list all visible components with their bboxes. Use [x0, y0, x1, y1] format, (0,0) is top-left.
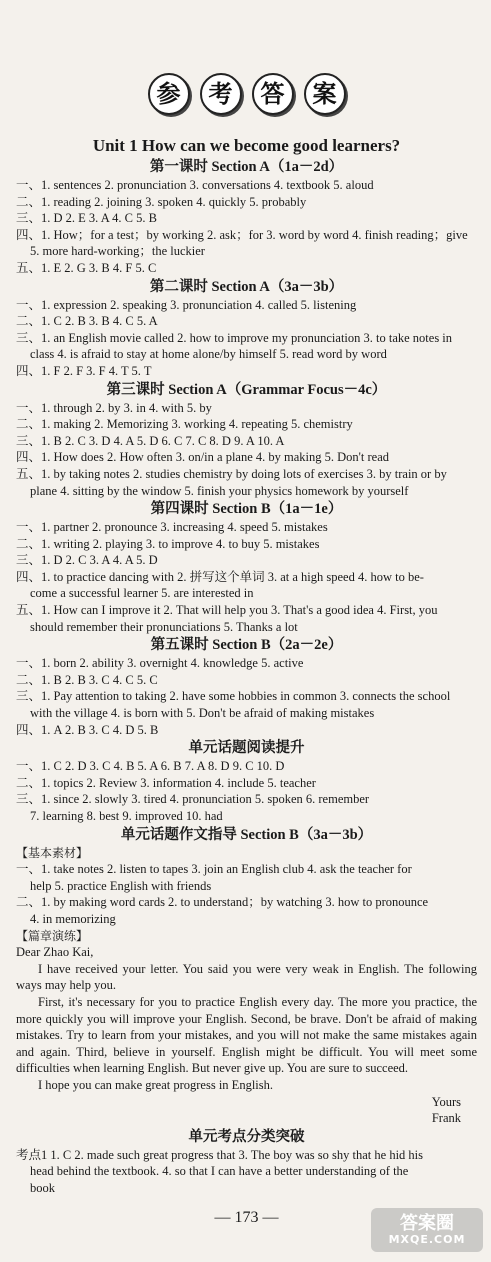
banner-char: 参 — [148, 73, 190, 115]
section-title: 单元话题阅读提升 — [188, 740, 305, 757]
answer-line: 四、1. F 2. F 3. F 4. T 5. T — [16, 363, 152, 378]
answer-line: 二、1. writing 2. playing 3. to improve 4. to buy 5. mistakes — [16, 536, 320, 551]
answer-line: 4. in memorizing — [30, 911, 116, 926]
answer-line: head behind the textbook. 4. so that I can have a better understanding of the — [30, 1164, 409, 1179]
answer-line: plane 4. sitting by the window 5. finish your physics homework by yourself — [30, 483, 409, 498]
answer-line: 一、1. born 2. ability 3. overnight 4. knowledge 5. active — [16, 656, 304, 671]
page-number: — 173 — — [214, 1209, 279, 1227]
letter-salutation: Dear Zhao Kai, — [16, 945, 94, 960]
sample-letter — [16, 944, 477, 1127]
answer-line: 三、1. D 2. E 3. A 4. C 5. B — [16, 211, 157, 226]
answer-line: book — [30, 1180, 55, 1195]
letter-signature: Frank — [431, 1111, 461, 1126]
subsection-label: 【基本素材】 — [16, 845, 89, 860]
banner-char: 考 — [200, 73, 242, 115]
answer-line: 二、1. C 2. B 3. B 4. C 5. A — [16, 314, 158, 329]
answer-line: 二、1. topics 2. Review 3. information 4. include 5. teacher — [16, 775, 316, 790]
answer-line: 5. more hard-working；the luckier — [30, 244, 205, 259]
subsection-label: 【篇章演练】 — [16, 928, 89, 943]
banner-char: 案 — [304, 73, 346, 115]
answer-line: 二、1. reading 2. joining 3. spoken 4. quickly 5. probably — [16, 194, 307, 209]
answer-line: class 4. is afraid to stay at home alone/by himself 5. read word by word — [30, 347, 387, 362]
watermark-logo — [371, 1208, 483, 1252]
section-title: 第五课时 Section B（2a－2e） — [150, 637, 343, 654]
answer-line: come a successful learner 5. are interested in — [30, 586, 254, 601]
letter-paragraph: I hope you can make great progress in English. — [38, 1077, 274, 1092]
answer-line: 二、1. by making word cards 2. to understand；by watching 3. how to pronounce — [16, 895, 429, 910]
answer-line: 7. learning 8. best 9. improved 10. had — [30, 809, 223, 823]
answer-line: 三、1. an English movie called 2. how to improve my pronunciation 3. to take notes in — [16, 330, 453, 345]
section-title: 第一课时 Section A（1a－2d） — [149, 159, 344, 175]
answer-line: with the village 4. is born with 5. Don't be afraid of making mistakes — [30, 706, 375, 721]
answer-line: 一、1. expression 2. speaking 3. pronunciation 4. called 5. listening — [16, 297, 357, 312]
watermark-url: MXQE.COM — [388, 1233, 466, 1246]
letter-closing: Yours — [431, 1094, 461, 1109]
letter-paragraph: First, it's necessary for you to practice English every day. The more you practice, the more quickly you will improve your English. Second, be brave. Don't be afraid of making mistakes. Try to learn from your mistakes, and you will not make the same mistakes again and again. Third, believe in yourself. English might be difficult. You will meet some difficulties when learning English. But never give up. You are sure to succeed. — [16, 994, 477, 1076]
answer-line: 二、1. B 2. B 3. C 4. C 5. C — [16, 672, 158, 687]
answer-line: 四、1. to practice dancing with 2. 拼写这个单词 3. at a high speed 4. how to be- — [16, 569, 424, 584]
answer-line: 四、1. How；for a test；by working 2. ask；for 3. word by word 4. finish reading；give — [16, 227, 468, 242]
answer-line: 四、1. A 2. B 3. C 4. D 5. B — [16, 722, 159, 737]
answer-line: 四、1. How does 2. How often 3. on/in a plane 4. by making 5. Don't read — [16, 450, 390, 465]
answer-line: 一、1. C 2. D 3. C 4. B 5. A 6. B 7. A 8. D 9. C 10. D — [16, 759, 285, 774]
answer-line: 五、1. How can I improve it 2. That will help you 3. That's a good idea 4. First, you — [16, 603, 438, 618]
watermark-text: 答案圈 — [400, 1213, 454, 1234]
section-title: 单元考点分类突破 — [188, 1128, 305, 1145]
answer-line: 一、1. sentences 2. pronunciation 3. conversations 4. textbook 5. aloud — [16, 178, 374, 192]
section-title: 单元话题作文指导 Section B（3a－3b） — [120, 826, 373, 843]
answer-line: help 5. practice English with friends — [30, 878, 212, 893]
answer-page — [0, 62, 491, 1227]
answer-line: 三、1. since 2. slowly 3. tired 4. pronunciation 5. spoken 6. remember — [16, 792, 370, 807]
answer-line: 一、1. take notes 2. listen to tapes 3. join an English club 4. ask the teacher for — [16, 862, 412, 877]
answer-line: 一、1. through 2. by 3. in 4. with 5. by — [16, 400, 212, 415]
section-title: 第二课时 Section A（3a－3b） — [149, 278, 344, 295]
letter-paragraph: I have received your letter. You said you were very weak in English. The following ways may help you. — [16, 961, 477, 993]
section-title: 第四课时 Section B（1a－1e） — [150, 501, 343, 518]
banner-char: 答 — [252, 73, 294, 115]
answer-line: 考点1 1. C 2. made such great progress that 3. The boy was so shy that he hid his — [16, 1147, 424, 1162]
unit-title: Unit 1 How can we become good learners? — [92, 136, 401, 155]
answer-line: 三、1. D 2. C 3. A 4. A 5. D — [16, 553, 158, 568]
answer-line: 五、1. E 2. G 3. B 4. F 5. C — [16, 260, 157, 275]
answer-key-banner — [16, 62, 477, 126]
answer-line: 二、1. making 2. Memorizing 3. working 4. repeating 5. chemistry — [16, 417, 353, 432]
answer-line: 一、1. partner 2. pronounce 3. increasing 4. speed 5. mistakes — [16, 520, 328, 535]
answer-line: 三、1. Pay attention to taking 2. have some hobbies in common 3. connects the school — [16, 689, 451, 704]
answer-line: 三、1. B 2. C 3. D 4. A 5. D 6. C 7. C 8. D 9. A 10. A — [16, 433, 285, 448]
answer-line: should remember their pronunciations 5. Thanks a lot — [30, 619, 298, 634]
answer-line: 五、1. by taking notes 2. studies chemistry by doing lots of exercises 3. by train or by — [16, 466, 447, 481]
section-title: 第三课时 Section A（Grammar Focus－4c） — [106, 381, 387, 398]
